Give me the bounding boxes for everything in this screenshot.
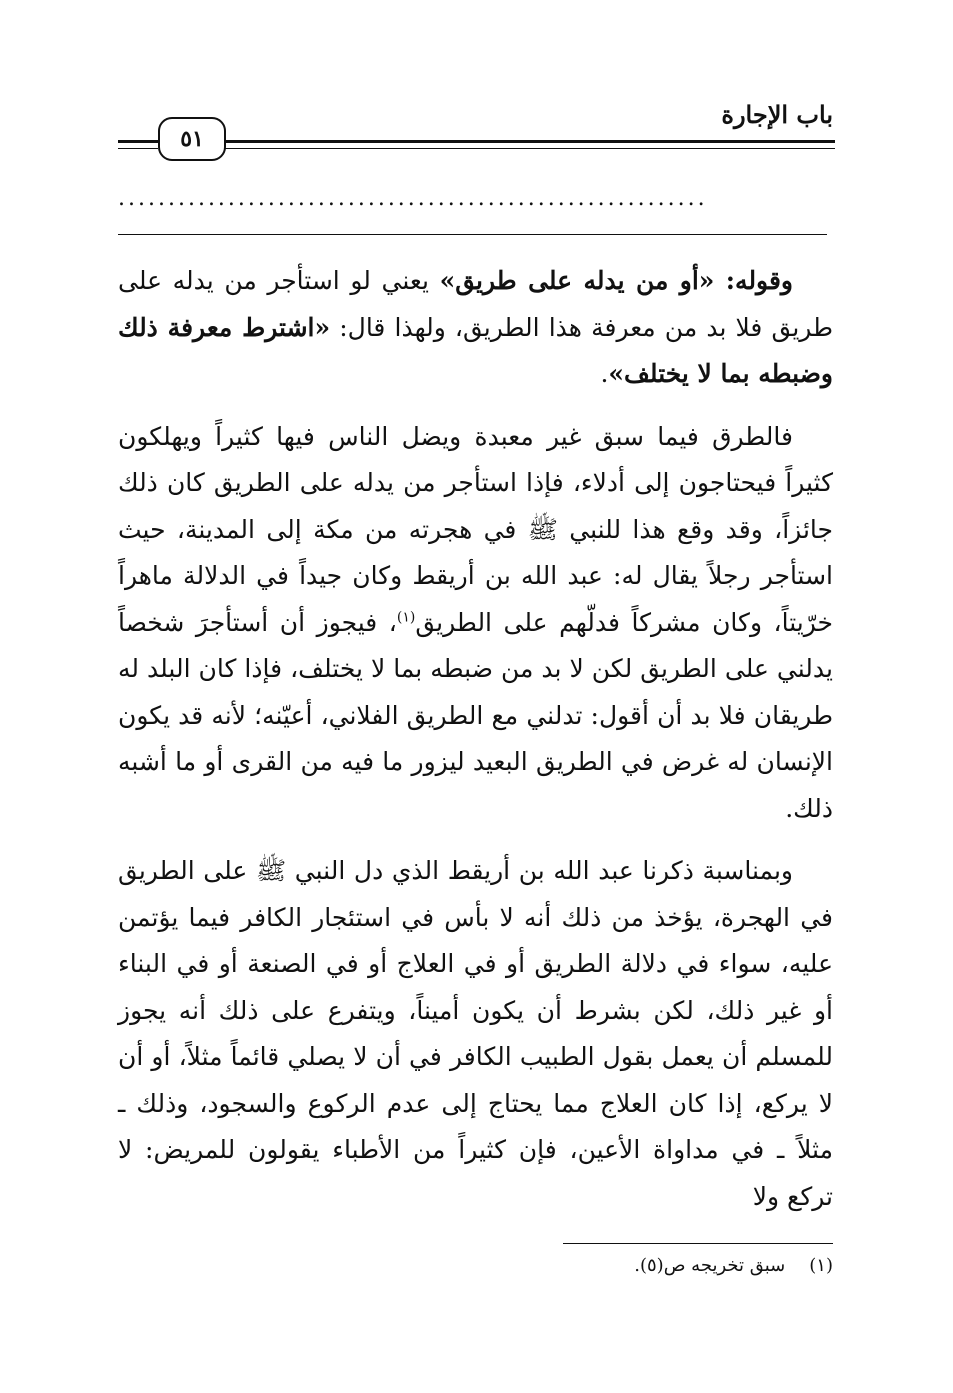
footnote-text: سبق تخريجه ص(٥). bbox=[634, 1255, 786, 1276]
paragraph-end: . bbox=[600, 359, 609, 388]
quote-2: «اشترط معرفة ذلك وضبطه بما لا يختلف» bbox=[118, 312, 833, 388]
header-rule-thin bbox=[222, 148, 835, 149]
paragraph-text-cont: ، فيجوز أن أستأجرَ شخصاً يدلني على الطريق لكن لا بد من ضبطه بما لا يختلف، فإذا كان البلد له طريقان فلا بد أن أقول: تدلني مع الطريق الفلاني، أعيّنه؛ لأنه قد يكون الإنسان له غرض في الطريق البعيد ليزور ما فيه من القرى أو ما أشبه ذلك. bbox=[118, 607, 833, 823]
paragraph-3 bbox=[118, 848, 833, 1220]
lead-word: وقوله: bbox=[714, 266, 793, 295]
paragraph-text: وبمناسبة ذكرنا عبد الله بن أريقط الذي دل النبي ﷺ على الطريق في الهجرة، يؤخذ من ذلك أنه لا بأس في استئجار الكافر فيما يؤتمن عليه، سواء في دلالة الطريق أو في العلاج أو في الصنعة أو في البناء أو غير ذلك، لكن بشرط أن يكون أميناً، ويتفرع على ذلك أنه يجوز للمسلم أن يعمل بقول الطبيب الكافر في أن لا يصلي قائماً مثلاً، أو أن لا يركع، إذا كان العلاج مما يحتاج إلى عدم الركوع والسجود، وذلك ـ مثلاً ـ في مداواة الأعين، فإن كثيراً من الأطباء يقولون للمريض: لا تركع ولا bbox=[118, 856, 833, 1211]
footnote-number: (١) bbox=[809, 1255, 833, 1276]
quote-1: «أو من يدله على طريق» bbox=[439, 266, 715, 295]
main-text bbox=[118, 258, 833, 1236]
paragraph-1 bbox=[118, 258, 833, 398]
paragraph-2 bbox=[118, 414, 833, 833]
chapter-title: باب الإجارة bbox=[721, 100, 833, 129]
paragraph-text: فالطرق فيما سبق غير معبدة ويضل الناس فيها كثيراً ويهلكون كثيراً فيحتاجون إلى أدلاء، فإذا استأجر من يدله على الطريق كان ذلك جائزاً، وقد وقع هذا للنبي ﷺ في هجرته من مكة إلى المدينة، حيث استأجر رجلاً يقال له: عبد الله بن أريقط وكان جيداً في الدلالة ماهراً خرّيتاً، وكان مشركاً فدلّهم على الطريق bbox=[118, 421, 833, 637]
section-divider bbox=[118, 234, 827, 235]
footnote-divider bbox=[563, 1243, 833, 1244]
header-rule-left-thick bbox=[118, 140, 158, 143]
header-rule-left-thin bbox=[118, 148, 158, 149]
footnote bbox=[634, 1255, 833, 1276]
dotted-separator: ........................................................... bbox=[118, 186, 708, 211]
footnote-reference[interactable]: (١) bbox=[396, 609, 416, 626]
page-number: ٥١ bbox=[158, 117, 226, 161]
paragraph-text: يعني لو استأجر من يدله على طريق فلا بد من معرفة هذا الطريق، ولهذا قال: bbox=[118, 266, 833, 342]
header-rule-thick bbox=[222, 140, 835, 143]
